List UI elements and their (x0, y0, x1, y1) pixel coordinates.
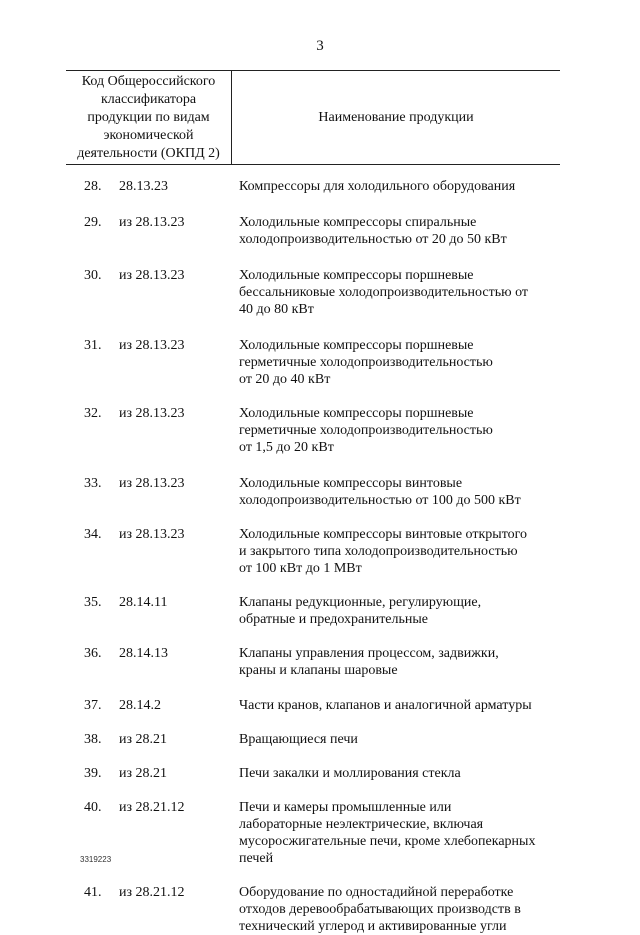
product-name-line: мусоросжигательные печи, кроме хлебопекарных (239, 834, 536, 849)
product-name-line: от 100 кВт до 1 МВт (239, 561, 362, 576)
product-name-line: лабораторные неэлектрические, включая (239, 817, 484, 832)
product-name-line: холодопроизводительностью от 100 до 500 кВт (239, 493, 521, 508)
row-number: 35. (84, 595, 102, 610)
row-number: 29. (84, 215, 102, 230)
row-product-name (239, 405, 569, 456)
row-okpd-code: из 28.13.23 (119, 527, 185, 542)
row-product-name (239, 799, 569, 867)
row-number: 34. (84, 527, 102, 542)
product-name-line: герметичные холодопроизводительностью (239, 355, 493, 370)
row-product-name (239, 697, 569, 714)
row-number: 30. (84, 268, 102, 283)
row-number: 41. (84, 885, 102, 900)
row-okpd-code: из 28.21.12 (119, 800, 185, 815)
row-product-name (239, 337, 569, 388)
row-okpd-code: 28.14.13 (119, 646, 168, 661)
row-product-name (239, 178, 569, 195)
row-number: 39. (84, 766, 102, 781)
row-product-name (239, 267, 569, 318)
row-product-name (239, 884, 569, 935)
document-code: 3319223 (80, 855, 112, 864)
product-name-line: Холодильные компрессоры спиральные (239, 215, 477, 230)
product-name-line: от 20 до 40 кВт (239, 372, 331, 387)
row-okpd-code: из 28.13.23 (119, 338, 185, 353)
product-name-line: Печи закалки и моллирования стекла (239, 766, 461, 781)
product-name-line: Холодильные компрессоры поршневые (239, 338, 474, 353)
product-name-line: Холодильные компрессоры поршневые (239, 268, 474, 283)
row-number: 40. (84, 800, 102, 815)
product-name-line: Части кранов, клапанов и аналогичной арматуры (239, 698, 532, 713)
row-okpd-code: из 28.21 (119, 732, 168, 747)
row-okpd-code: из 28.21.12 (119, 885, 185, 900)
product-name-line: бессальниковые холодопроизводительностью от (239, 285, 528, 300)
product-name-line: герметичные холодопроизводительностью (239, 423, 493, 438)
row-okpd-code: из 28.13.23 (119, 215, 185, 230)
row-okpd-code: 28.14.2 (119, 698, 161, 713)
product-name-line: Компрессоры для холодильного оборудования (239, 179, 516, 194)
row-product-name (239, 475, 569, 509)
row-product-name (239, 765, 569, 782)
table-header (66, 70, 560, 165)
row-number: 32. (84, 406, 102, 421)
product-name-line: от 1,5 до 20 кВт (239, 440, 334, 455)
row-okpd-code: из 28.13.23 (119, 476, 185, 491)
row-okpd-code: из 28.21 (119, 766, 168, 781)
row-okpd-code: 28.14.11 (119, 595, 168, 610)
row-number: 31. (84, 338, 102, 353)
row-product-name (239, 594, 569, 628)
product-name-line: технический углерод и активированные угли (239, 919, 507, 934)
row-number: 28. (84, 179, 102, 194)
row-okpd-code: из 28.13.23 (119, 406, 185, 421)
product-name-line: Клапаны редукционные, регулирующие, (239, 595, 482, 610)
row-product-name (239, 731, 569, 748)
product-name-line: Печи и камеры промышленные или (239, 800, 452, 815)
row-product-name (239, 214, 569, 248)
product-name-line: Клапаны управления процессом, задвижки, (239, 646, 499, 661)
product-name-line: Оборудование по одностадийной переработке (239, 885, 514, 900)
product-name-line: Холодильные компрессоры винтовые открытого (239, 527, 528, 542)
row-product-name (239, 645, 569, 679)
product-name-line: холодопроизводительностью от 20 до 50 кВт (239, 232, 507, 247)
page-number: 3 (316, 38, 324, 54)
product-name-line: Холодильные компрессоры винтовые (239, 476, 463, 491)
product-name-line: Вращающиеся печи (239, 732, 358, 747)
product-name-line: обратные и предохранительные (239, 612, 429, 627)
row-product-name (239, 526, 569, 577)
product-name-line: 40 до 80 кВт (239, 302, 314, 317)
product-name-line: Холодильные компрессоры поршневые (239, 406, 474, 421)
product-name-line: краны и клапаны шаровые (239, 663, 398, 678)
product-name-line: печей (239, 851, 274, 866)
row-okpd-code: из 28.13.23 (119, 268, 185, 283)
row-number: 37. (84, 698, 102, 713)
product-name-line: отходов деревообрабатывающих производств в (239, 902, 521, 917)
row-number: 38. (84, 732, 102, 747)
header-code-column: Код Общероссийского классификатора продукции по видам экономической деятельности (ОКПД 2) (66, 71, 232, 164)
header-name-column: Наименование продукции (318, 109, 474, 125)
row-number: 33. (84, 476, 102, 491)
row-okpd-code: 28.13.23 (119, 179, 168, 194)
product-name-line: и закрытого типа холодопроизводительностью (239, 544, 518, 559)
row-number: 36. (84, 646, 102, 661)
